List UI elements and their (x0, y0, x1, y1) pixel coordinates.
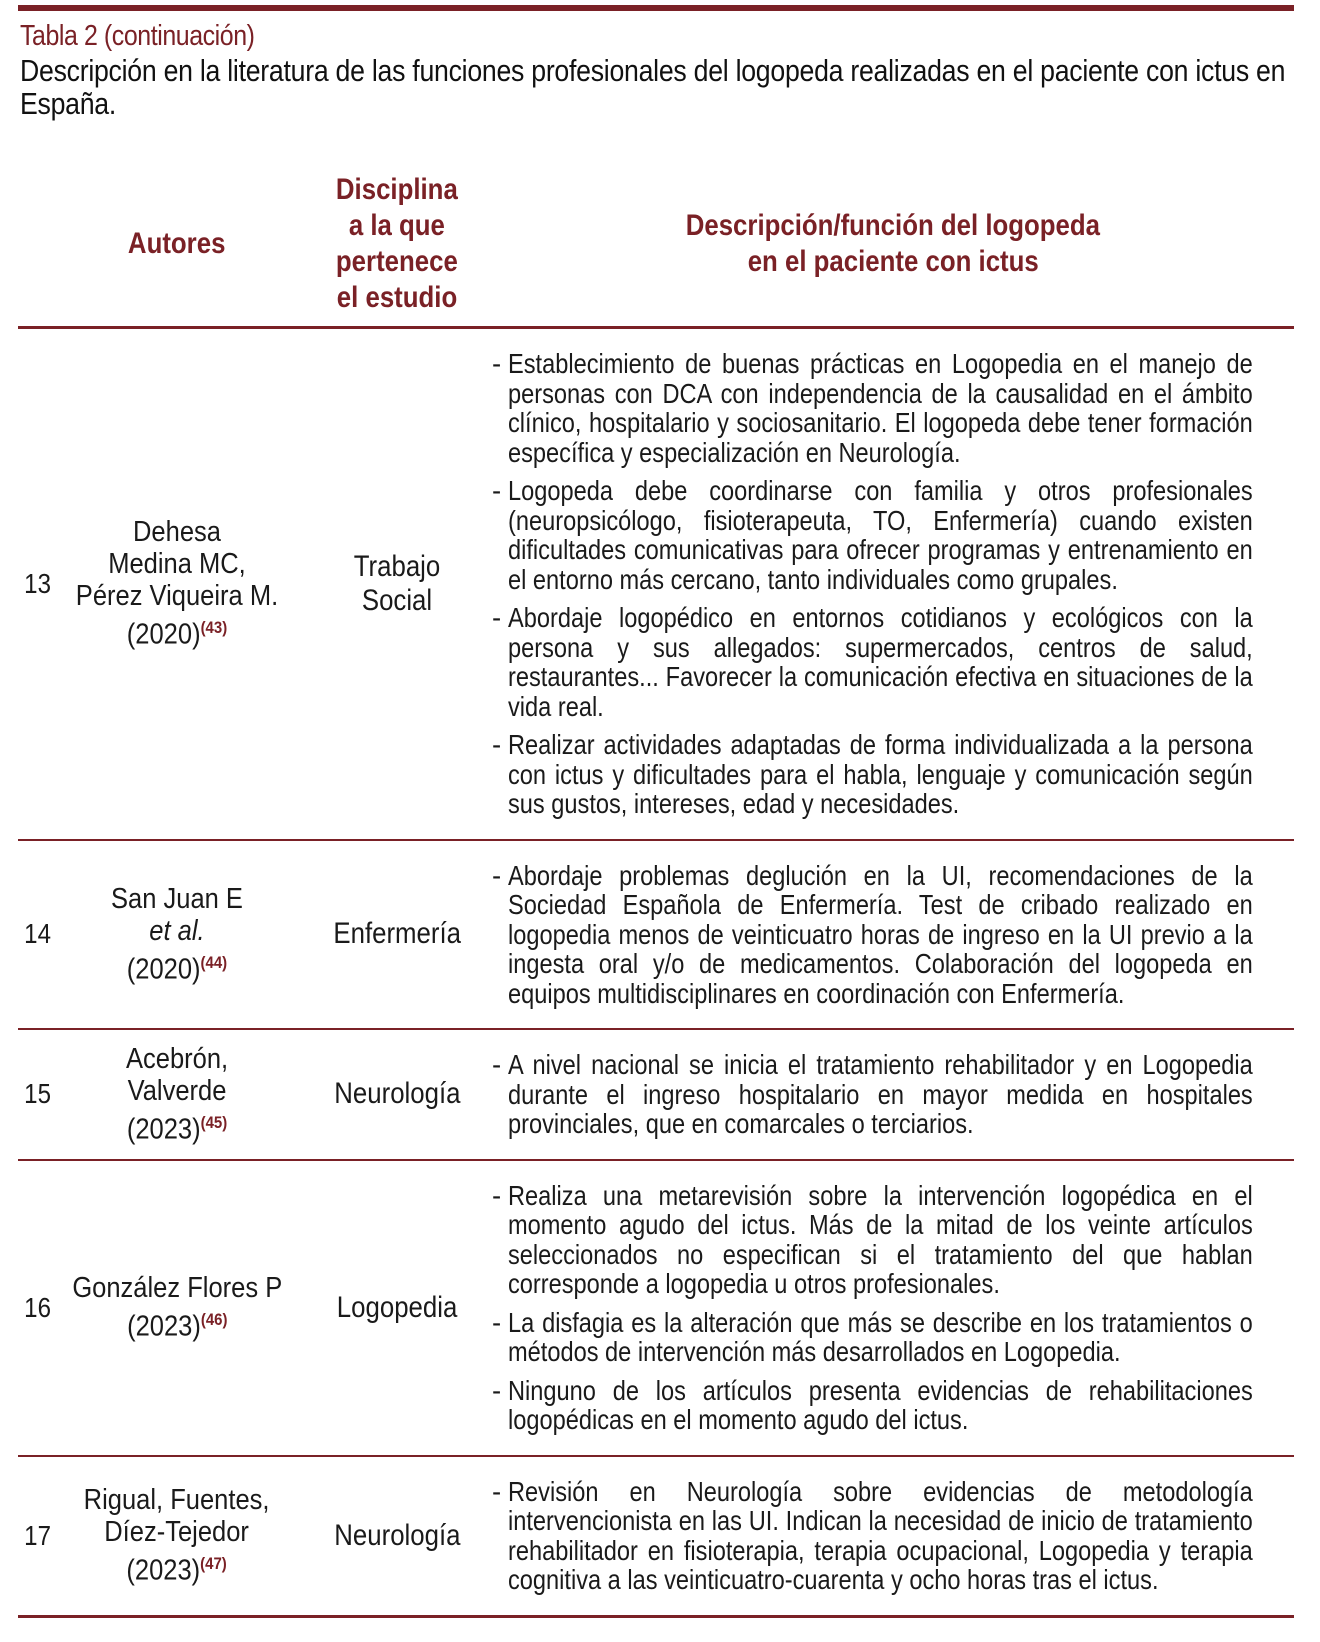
author-et-al: et al. (149, 914, 205, 947)
header-discipline: Disciplina a la que pertenece el estudio (336, 173, 458, 314)
row-number: 15 (24, 1078, 51, 1110)
row-authors (52, 1456, 302, 1617)
description-text: Realizar actividades adaptadas de forma individualizada a la persona con ictus y dificultades para el habla, lenguaje y comunicación según sus gustos, intereses, edad y necesidades. (508, 729, 1253, 819)
row-discipline: Logopedia (336, 1290, 458, 1324)
header-description: Descripción/función del logopeda en el paciente con ictus (685, 209, 1101, 278)
row-description (492, 1029, 1294, 1160)
author-year: (2020) (126, 953, 201, 986)
description-item (492, 476, 1294, 594)
reference-number: (43) (200, 618, 228, 638)
table-caption-text: Descripción en la literatura de las funciones profesionales del logopeda realizadas en el paciente con ictus en España. (20, 53, 1286, 121)
table-row (18, 1456, 1294, 1617)
row-authors (52, 328, 302, 840)
row-description (492, 1160, 1294, 1456)
reference-number: (45) (200, 1112, 228, 1132)
table-header-row (18, 166, 1294, 328)
table-caption-label: Tabla 2 (continuación) (20, 20, 255, 52)
author-line: Rigual, Fuentes, (84, 1484, 270, 1517)
row-authors (52, 840, 302, 1030)
row-number: 14 (24, 918, 51, 950)
description-item (492, 730, 1294, 819)
row-number: 16 (24, 1291, 51, 1323)
table-row (18, 1160, 1294, 1456)
reference-number: (47) (200, 1554, 228, 1574)
description-item (492, 1181, 1294, 1299)
author-line: Díez-Tejedor (104, 1516, 250, 1549)
author-line: Valverde (127, 1074, 227, 1107)
row-discipline: Enfermería (333, 917, 461, 951)
reference-number: (44) (200, 952, 228, 972)
bullet-dash-icon: - (492, 348, 502, 379)
reference-number: (46) (200, 1310, 228, 1330)
author-year: (2023) (126, 1113, 201, 1146)
description-item (492, 1050, 1294, 1139)
row-authors (52, 1029, 302, 1160)
bullet-dash-icon: - (492, 1049, 502, 1080)
bullet-dash-icon: - (492, 1475, 502, 1507)
bullet-dash-icon: - (492, 1374, 502, 1406)
author-year: (2020) (126, 619, 201, 652)
description-text: Revisión en Neurología sobre evidencias de metodología intervencionista en las UI. Indican la necesidad de inicio de tratamiento rehabilitador en fisioterapia, terapia ocupacional, Logopedia y terapia cognitiva a las veinticuatro-cuarenta y ocho horas tras el ictus. (508, 1475, 1253, 1595)
author-line: Medina MC, (108, 548, 246, 581)
row-description (492, 328, 1294, 840)
description-item (492, 349, 1294, 467)
row-number: 17 (24, 1519, 51, 1551)
description-text: Realiza una metarevisión sobre la intervención logopédica en el momento agudo del ictus. Más de la mitad de los veinte artículos seleccionados no especifican si el tratamiento del que hablan corresponde a logopedia u otros profesionales. (508, 1179, 1253, 1299)
description-text: La disfagia es la alteración que más se describe en los tratamientos o métodos de intervención más desarrollados en Logopedia. (508, 1306, 1253, 1367)
author-line: San Juan E (111, 882, 243, 915)
bullet-dash-icon: - (492, 859, 502, 891)
row-discipline: Trabajo Social (353, 549, 441, 617)
description-item (492, 1477, 1294, 1595)
row-description (492, 840, 1294, 1030)
bullet-dash-icon: - (492, 475, 502, 506)
description-item (492, 603, 1294, 721)
functions-table (18, 166, 1294, 1618)
table-row (18, 1029, 1294, 1160)
row-description (492, 1456, 1294, 1617)
author-year: (2023) (126, 1310, 201, 1343)
header-authors: Autores (128, 227, 226, 260)
row-discipline: Neurología (333, 1518, 461, 1552)
description-text: A nivel nacional se inicia el tratamiento rehabilitador y en Logopedia durante el ingreso hospitalario en mayor medida en hospitales provinciales, que en comarcales o terciarios. (508, 1049, 1253, 1139)
bullet-dash-icon: - (492, 1306, 502, 1338)
header-number (18, 166, 52, 328)
row-number: 13 (24, 567, 51, 599)
description-text: Logopeda debe coordinarse con familia y otros profesionales (neuropsicólogo, fisioterapeuta, TO, Enfermería) cuando existen dificultades comunicativas para ofrecer programas y entrenamiento en el entorno más cercano, tanto individuales como grupales. (508, 475, 1253, 595)
description-text: Abordaje logopédico en entornos cotidianos y ecológicos con la persona y sus allegados: supermercados, centros de salud, restaurantes... Favorecer la comunicación efectiva en situaciones de la vida real. (508, 602, 1253, 722)
author-line: González Flores P (72, 1272, 282, 1305)
author-year: (2023) (126, 1554, 201, 1587)
description-text: Abordaje problemas deglución en la UI, recomendaciones de la Sociedad Española de Enfermería. Test de cribado realizado en logopedia menos de veinticuatro horas de ingreso en la UI previo a la ingesta oral y/o de medicamentos. Colaboración del logopeda en equipos multidisciplinares en coordinación con Enfermería. (508, 859, 1253, 1009)
description-item (492, 861, 1294, 1009)
author-line: Pérez Viqueira M. (75, 580, 279, 613)
row-authors (52, 1160, 302, 1456)
row-discipline: Neurología (333, 1077, 461, 1111)
bullet-dash-icon: - (492, 1179, 502, 1211)
author-line: Acebrón, (125, 1042, 229, 1075)
description-text: Establecimiento de buenas prácticas en Logopedia en el manejo de personas con DCA con independencia de la causalidad en el ámbito clínico, hospitalario y sociosanitario. El logopeda debe tener formación específica y especialización en Neurología. (508, 348, 1253, 468)
description-item (492, 1308, 1294, 1367)
author-line: Dehesa (133, 516, 221, 549)
description-item (492, 1376, 1294, 1435)
description-text: Ninguno de los artículos presenta evidencias de rehabilitaciones logopédicas en el momento agudo del ictus. (508, 1374, 1253, 1435)
table-row (18, 840, 1294, 1030)
table-row (18, 328, 1294, 840)
bullet-dash-icon: - (492, 602, 502, 633)
bullet-dash-icon: - (492, 729, 502, 760)
top-rule (18, 5, 1294, 11)
